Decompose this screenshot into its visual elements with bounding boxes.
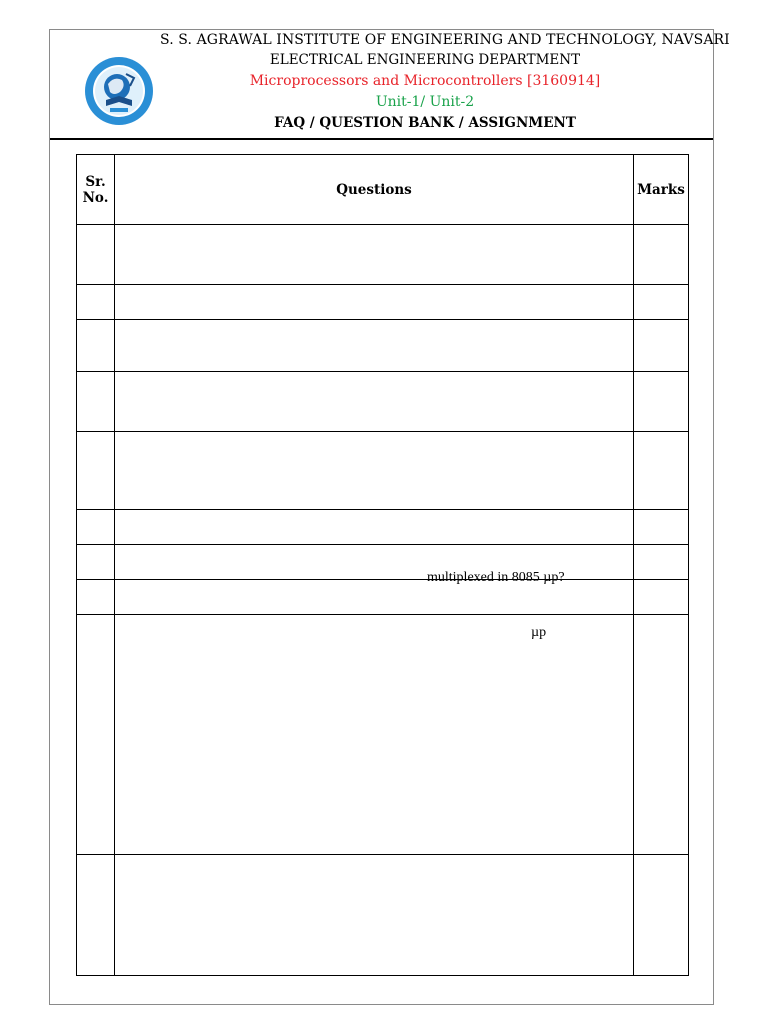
sr-cell	[77, 225, 115, 285]
marks-cell	[634, 320, 689, 372]
table-row	[77, 432, 689, 510]
question-cell	[115, 510, 634, 545]
department-name: ELECTRICAL ENGINEERING DEPARTMENT	[269, 52, 581, 68]
sr-cell	[77, 432, 115, 510]
document-page	[49, 29, 730, 1005]
sr-cell	[77, 510, 115, 545]
marks-cell	[634, 372, 689, 432]
question-cell	[115, 372, 634, 432]
document-header	[50, 30, 730, 139]
document-type-title: FAQ / QUESTION BANK / ASSIGNMENT	[274, 115, 576, 131]
sr-cell	[77, 320, 115, 372]
marks-cell	[634, 510, 689, 545]
sr-cell	[77, 285, 115, 320]
marks-cell	[634, 580, 689, 615]
sr-no-header: Sr. No.	[77, 155, 115, 225]
institute-name: S. S. AGRAWAL INSTITUTE OF ENGINEERING AND TECHNOLOGY, NAVSARI	[160, 32, 730, 48]
table-row	[77, 615, 689, 855]
sr-cell	[77, 545, 115, 580]
question-bank-table	[76, 154, 689, 976]
table-row	[77, 320, 689, 372]
subject-title: Microprocessors and Microcontrollers [3160914]	[249, 73, 601, 89]
unit-label: Unit-1/ Unit-2	[375, 94, 475, 110]
question-cell	[115, 432, 634, 510]
table-header-row	[77, 155, 689, 225]
sr-cell	[77, 615, 115, 855]
marks-cell	[634, 285, 689, 320]
table-row	[77, 545, 689, 580]
table-row	[77, 285, 689, 320]
table-row	[77, 510, 689, 545]
question-cell: µp	[115, 615, 634, 855]
questions-header: Questions	[115, 155, 634, 225]
sr-cell	[77, 580, 115, 615]
table-row	[77, 225, 689, 285]
header-divider	[50, 138, 713, 140]
sr-cell	[77, 855, 115, 976]
marks-header: Marks	[634, 155, 689, 225]
marks-cell	[634, 545, 689, 580]
question-cell	[115, 285, 634, 320]
sr-cell	[77, 372, 115, 432]
college-seal-logo-icon	[84, 56, 154, 126]
marks-cell	[634, 432, 689, 510]
question-cell	[115, 225, 634, 285]
marks-cell	[634, 855, 689, 976]
table-row	[77, 580, 689, 615]
marks-cell	[634, 615, 689, 855]
question-cell: multiplexed in 8085 µp?	[115, 545, 634, 580]
question-cell	[115, 855, 634, 976]
table-row	[77, 855, 689, 976]
table-row	[77, 372, 689, 432]
marks-cell	[634, 225, 689, 285]
question-cell	[115, 320, 634, 372]
